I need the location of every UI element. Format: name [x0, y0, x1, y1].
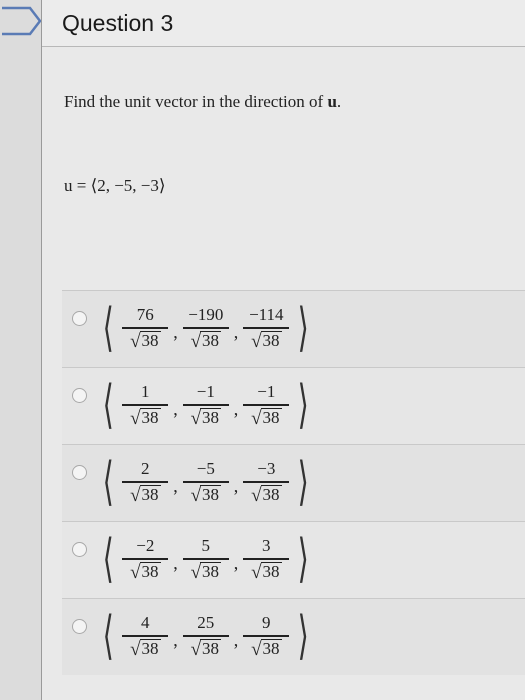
right-angle-bracket: ⟩	[297, 529, 310, 589]
numerator: 3	[262, 536, 271, 556]
question-title: Question 3	[62, 9, 174, 36]
numerator: −114	[249, 305, 284, 325]
fraction-z: −3 √ 38	[243, 459, 289, 504]
answer-expression: ⟨ 1 √ 38 , −1 √ 38 , −1 √ 38 ⟩	[102, 375, 310, 435]
fraction-y: 25 √ 38	[183, 613, 229, 658]
numerator: 4	[141, 613, 150, 633]
denominator: 38	[262, 330, 280, 350]
fraction-y: −5 √ 38	[183, 459, 229, 504]
answer-expression: ⟨ 2 √ 38 , −5 √ 38 , −3 √ 38 ⟩	[102, 452, 310, 512]
right-angle-bracket: ⟩	[297, 452, 310, 512]
prompt-end: .	[336, 92, 342, 111]
answer-radio[interactable]	[72, 388, 87, 403]
answer-option[interactable]	[62, 367, 525, 444]
denominator: 38	[202, 561, 220, 581]
prompt-text: Find the unit vector in the direction of	[64, 92, 324, 111]
left-angle-bracket: ⟨	[102, 375, 114, 435]
denominator: 38	[202, 330, 220, 350]
answer-radio[interactable]	[72, 311, 87, 326]
fraction-x: 2 √ 38	[122, 459, 168, 504]
numerator: 9	[262, 613, 271, 633]
fraction-x: 76 √ 38	[122, 305, 168, 350]
fraction-x: −2 √ 38	[122, 536, 168, 581]
fraction-y: −190 √ 38	[183, 305, 229, 350]
answer-option[interactable]	[62, 521, 525, 598]
question-prompt	[64, 92, 341, 112]
denominator: 38	[141, 330, 159, 350]
question-card	[41, 0, 525, 700]
left-angle-bracket: ⟨	[102, 452, 114, 512]
answer-radio[interactable]	[72, 542, 87, 557]
left-angle-bracket: ⟨	[102, 298, 114, 358]
right-angle-bracket: ⟩	[297, 298, 310, 358]
fraction-x: 1 √ 38	[122, 382, 168, 427]
denominator: 38	[141, 484, 159, 504]
fraction-z: −114 √ 38	[243, 305, 289, 350]
denominator: 38	[262, 638, 280, 658]
fraction-z: 3 √ 38	[243, 536, 289, 581]
denominator: 38	[141, 407, 159, 427]
left-angle-bracket: ⟨	[102, 529, 114, 589]
fraction-z: −1 √ 38	[243, 382, 289, 427]
numerator: −5	[196, 459, 215, 479]
answer-option[interactable]	[62, 290, 525, 367]
denominator: 38	[141, 561, 159, 581]
question-header	[42, 0, 525, 47]
right-angle-bracket: ⟩	[297, 375, 310, 435]
numerator: −2	[136, 536, 155, 556]
numerator: 2	[141, 459, 150, 479]
left-angle-bracket: ⟨	[102, 606, 114, 666]
fraction-x: 4 √ 38	[122, 613, 168, 658]
numerator: −190	[188, 305, 224, 325]
fraction-y: 5 √ 38	[183, 536, 229, 581]
right-angle-bracket: ⟩	[297, 606, 310, 666]
answer-expression: ⟨ 4 √ 38 , 25 √ 38 , 9 √ 38 ⟩	[102, 606, 310, 666]
numerator: −1	[196, 382, 215, 402]
numerator: 76	[136, 305, 154, 325]
answer-options	[62, 290, 525, 675]
numerator: −3	[257, 459, 276, 479]
answer-option[interactable]	[62, 598, 525, 675]
given-vector: u = ⟨2, −5, −3⟩	[64, 176, 166, 195]
denominator: 38	[202, 484, 220, 504]
denominator: 38	[202, 638, 220, 658]
numerator: 5	[201, 536, 211, 556]
denominator: 38	[262, 407, 280, 427]
denominator: 38	[141, 638, 159, 658]
answer-option[interactable]	[62, 444, 525, 521]
fraction-z: 9 √ 38	[243, 613, 289, 658]
numerator: −1	[257, 382, 276, 402]
numerator: 25	[197, 613, 215, 633]
denominator: 38	[262, 484, 280, 504]
answer-radio[interactable]	[72, 465, 87, 480]
denominator: 38	[262, 561, 280, 581]
prompt-variable: u	[327, 92, 337, 111]
answer-expression: ⟨ −2 √ 38 , 5 √ 38 , 3 √ 38 ⟩	[102, 529, 310, 589]
fraction-y: −1 √ 38	[183, 382, 229, 427]
answer-radio[interactable]	[72, 619, 87, 634]
numerator: 1	[141, 382, 150, 402]
denominator: 38	[202, 407, 220, 427]
answer-expression: ⟨ 76 √ 38 , −190 √ 38 , −114 √ 38 ⟩	[102, 298, 310, 358]
